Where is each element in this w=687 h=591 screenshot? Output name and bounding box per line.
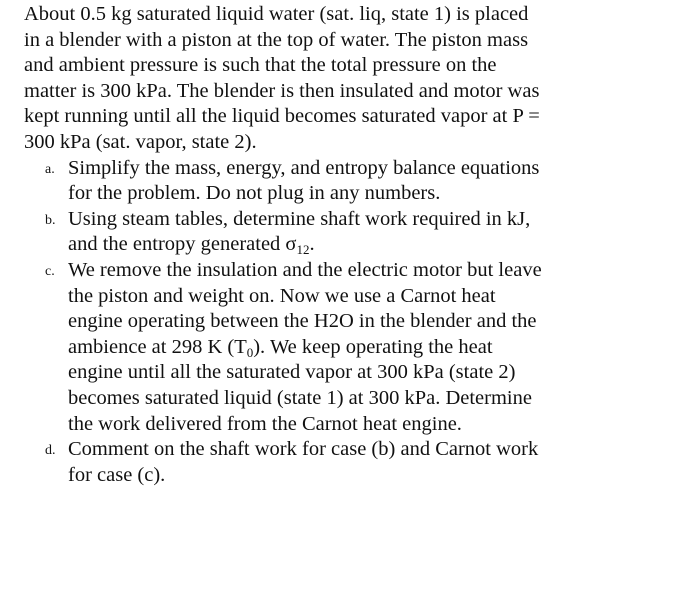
temperature-subscript: 0: [246, 344, 254, 360]
subquestion-text: Simplify the mass, energy, and entropy balance equations for the problem. Do not plug in any numbers.: [68, 156, 540, 205]
subquestion-text: Comment on the shaft work for case (b) and Carnot work for case (c).: [68, 438, 539, 486]
subquestion-d: [24, 437, 544, 488]
problem-document: [24, 2, 544, 488]
subquestion-a: [24, 156, 544, 207]
subquestion-marker: b.: [45, 212, 56, 228]
subquestion-text: [68, 258, 544, 437]
subquestion-marker: a.: [45, 161, 55, 177]
subquestion-text-end: .: [309, 233, 315, 256]
subquestion-list: [24, 156, 544, 489]
subquestion-text-main: Using steam tables, determine shaft work required in kJ, and the entropy generated σ: [68, 207, 531, 256]
subquestion-text: [68, 207, 544, 258]
subquestion-b: [24, 207, 544, 258]
problem-intro: About 0.5 kg saturated liquid water (sat. liq, state 1) is placed in a blender with a piston at the top of water. The piston mass and ambient pressure is such that the total pressure on the matter is 300 kPa. The blender is then insulated and motor was kept running until all the liquid becomes saturated vapor at P = 300 kPa (sat. vapor, state 2).: [24, 3, 540, 153]
subquestion-text-main: We remove the insulation and the electric motor but leave the piston and weight on. Now we use a Carnot heat engine operating between the H2O in the blender and the ambience at 298 K (T: [68, 258, 542, 358]
subquestion-marker: d.: [45, 443, 56, 459]
sigma-subscript: 12: [296, 242, 310, 258]
subquestion-c: [24, 258, 544, 437]
subquestion-text-end: ). We keep operating the heat engine until all the saturated vapor at 300 kPa (state 2) becomes saturated liquid (state 1) at 300 kPa. Determine the work delivered from the Carnot heat engine.: [68, 335, 532, 435]
subquestion-marker: c.: [45, 263, 55, 279]
